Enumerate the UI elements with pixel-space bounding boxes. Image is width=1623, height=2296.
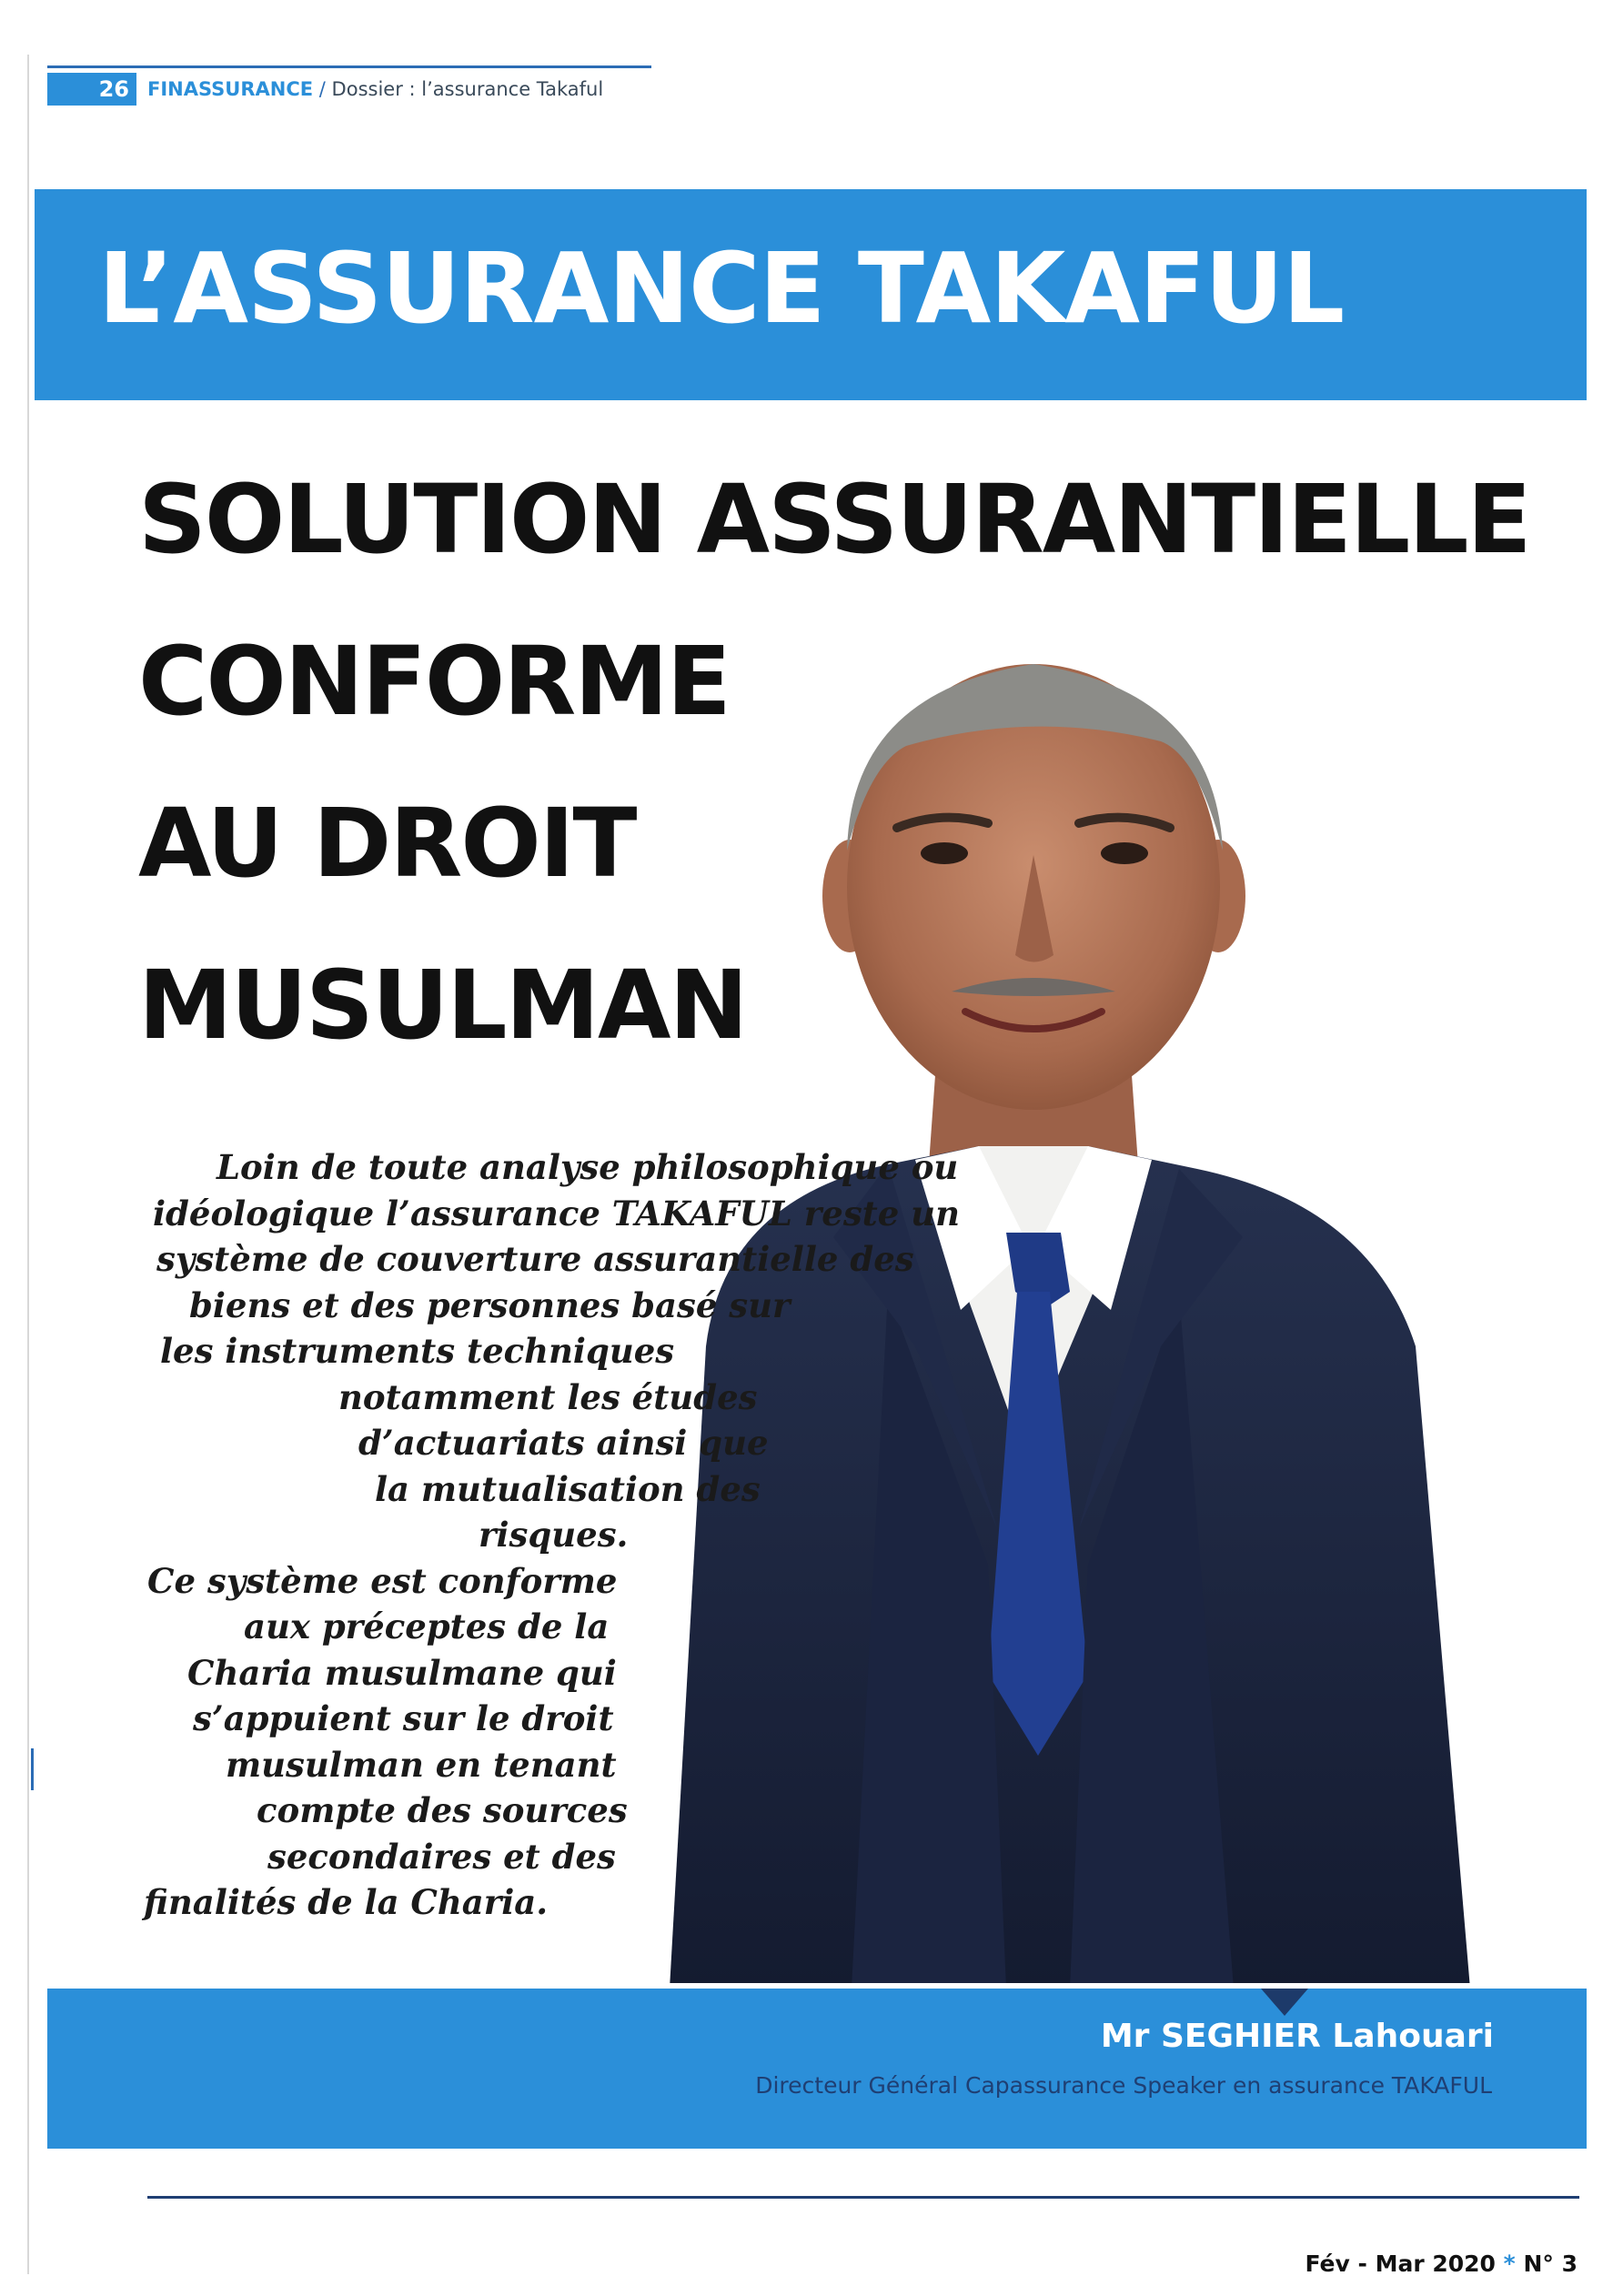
intro-line: risques. [479, 1515, 629, 1555]
intro-line: s’appuient sur le droit [193, 1698, 614, 1738]
margin-mark [31, 1748, 34, 1790]
star-icon: * [1503, 2251, 1516, 2277]
intro-line: d’actuariats ainsi que [358, 1423, 769, 1463]
headline-line: SOLUTION ASSURANTIELLE [138, 464, 1530, 575]
issue-number: N° 3 [1523, 2251, 1578, 2277]
intro-line: musulman en tenant [226, 1744, 617, 1785]
intro-line: aux préceptes de la [244, 1606, 610, 1646]
issue-info [1305, 2249, 1578, 2280]
intro-line: Loin de toute analyse philosophique ou [217, 1147, 959, 1187]
footer-rule [147, 2196, 1579, 2199]
intro-line: biens et des personnes basé sur [189, 1284, 791, 1325]
intro-line: système de couverture assurantielle des [156, 1239, 914, 1279]
header-rule [47, 65, 651, 68]
section-name: Dossier : l’assurance Takaful [331, 78, 604, 100]
intro-line: les instruments techniques [160, 1331, 675, 1371]
intro-line: compte des sources [257, 1790, 628, 1830]
author-band [47, 1989, 1587, 2149]
issue-date: Fév - Mar 2020 [1305, 2251, 1496, 2277]
intro-line: Charia musulmane qui [187, 1652, 617, 1693]
headline-line: AU DROIT [138, 788, 636, 899]
page-title: L’ASSURANCE TAKAFUL [98, 233, 1345, 346]
intro-line: notamment les études [338, 1376, 758, 1417]
page-number: 26 [47, 73, 136, 106]
author-title: Directeur Général Capassurance Speaker en assurance TAKAFUL [755, 2072, 1492, 2099]
headline [138, 438, 1557, 1086]
intro-line: secondaires et des [267, 1836, 616, 1877]
intro-line: finalités de la Charia. [144, 1882, 549, 1922]
headline-line: CONFORME [138, 626, 730, 737]
magazine-name: FINASSURANCE [147, 78, 314, 100]
author-name: Mr SEGHIER Lahouari [1100, 2018, 1494, 2055]
intro-paragraph [136, 1144, 1046, 1926]
running-head [147, 75, 603, 104]
intro-line: la mutualisation des [375, 1468, 761, 1509]
intro-line: Ce système est conforme [147, 1560, 618, 1601]
headline-line: MUSULMAN [138, 950, 747, 1061]
intro-line: idéologique l’assurance TAKAFUL reste un [153, 1193, 960, 1234]
band-notch [1261, 1989, 1308, 2016]
header-separator: / [313, 78, 332, 100]
page-edge-line [27, 55, 29, 2274]
